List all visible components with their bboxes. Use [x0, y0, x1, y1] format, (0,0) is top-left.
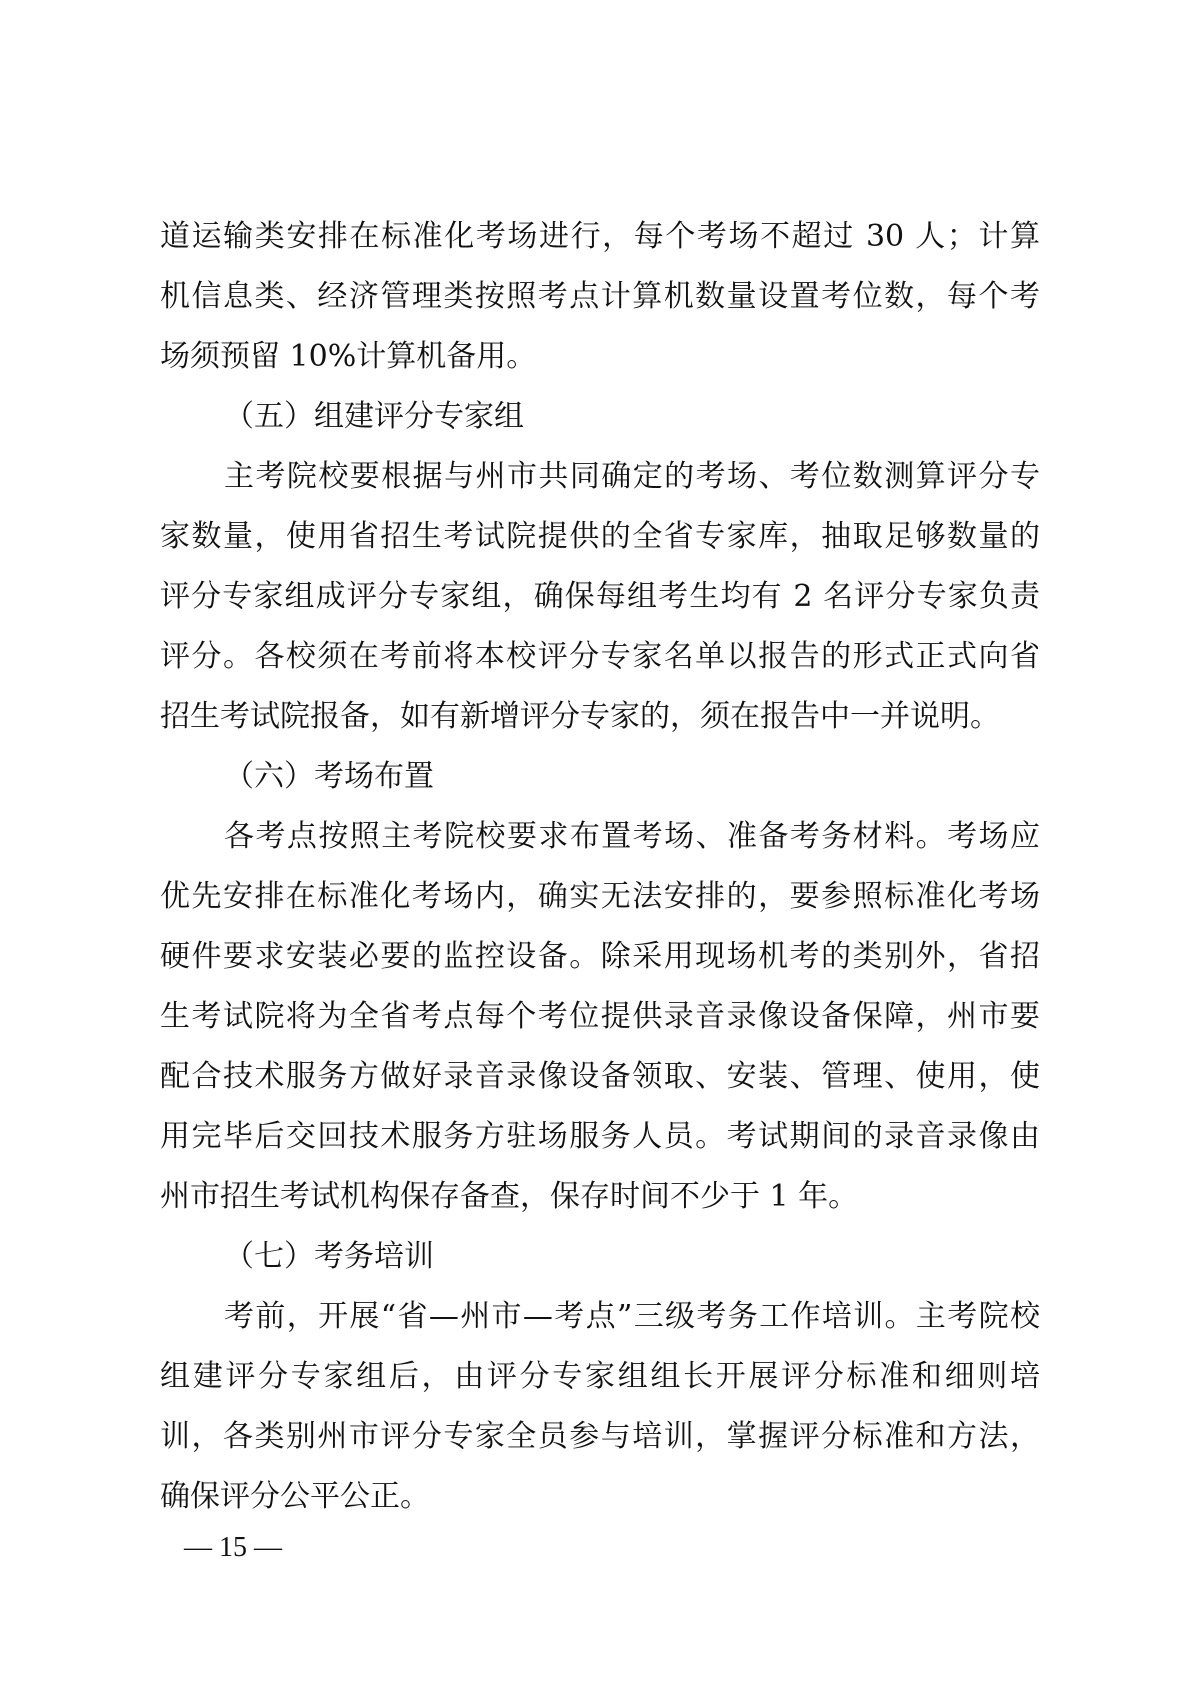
text-line: 招生考试院报备，如有新增评分专家的，须在报告中一并说明。 — [160, 699, 1000, 734]
page-number: — 15 — — [184, 1532, 282, 1563]
section-heading-7: （七）考务培训 — [224, 1239, 434, 1274]
paragraph-exam-room-setup — [160, 807, 1040, 1227]
text-line: 优先安排在标准化考场内，确实无法安排的，要参照标准化考场 — [160, 879, 1040, 914]
text-line: 家数量，使用省招生考试院提供的全省专家库，抽取足够数量的 — [160, 519, 1040, 554]
text-line: 各考点按照主考院校要求布置考场、准备考务材料。考场应 — [224, 819, 1040, 854]
text-line: 配合技术服务方做好录音录像设备领取、安装、管理、使用，使 — [160, 1059, 1040, 1094]
text-line: 道运输类安排在标准化考场进行，每个考场不超过 30 人；计算 — [160, 219, 1040, 254]
text-line: 主考院校要根据与州市共同确定的考场、考位数测算评分专 — [224, 459, 1040, 494]
text-line: 硬件要求安装必要的监控设备。除采用现场机考的类别外，省招 — [160, 939, 1040, 974]
text-line: 场须预留 10%计算机备用。 — [160, 339, 537, 374]
text-line: 生考试院将为全省考点每个考位提供录音录像设备保障，州市要 — [160, 999, 1040, 1034]
text-line: 训，各类别州市评分专家全员参与培训，掌握评分标准和方法， — [160, 1419, 1040, 1454]
text-line: 用完毕后交回技术服务方驻场服务人员。考试期间的录音录像由 — [160, 1119, 1040, 1154]
text-line: 确保评分公平公正。 — [160, 1479, 430, 1514]
paragraph-training — [160, 1287, 1040, 1527]
text-line: 评分。各校须在考前将本校评分专家名单以报告的形式正式向省 — [160, 639, 1040, 674]
section-heading-5: （五）组建评分专家组 — [224, 399, 524, 434]
text-line: 机信息类、经济管理类按照考点计算机数量设置考位数，每个考 — [160, 279, 1040, 314]
section-heading-6: （六）考场布置 — [224, 759, 434, 794]
text-line: 组建评分专家组后，由评分专家组组长开展评分标准和细则培 — [160, 1359, 1040, 1394]
paragraph-expert-panel — [160, 447, 1040, 747]
document-body — [160, 207, 1040, 1527]
text-line: 考前，开展“省—州市—考点”三级考务工作培训。主考院校 — [224, 1299, 1040, 1334]
text-line: 州市招生考试机构保存备查，保存时间不少于 1 年。 — [160, 1179, 859, 1214]
text-line: 评分专家组成评分专家组，确保每组考生均有 2 名评分专家负责 — [160, 579, 1040, 614]
paragraph-continuation — [160, 207, 1040, 387]
